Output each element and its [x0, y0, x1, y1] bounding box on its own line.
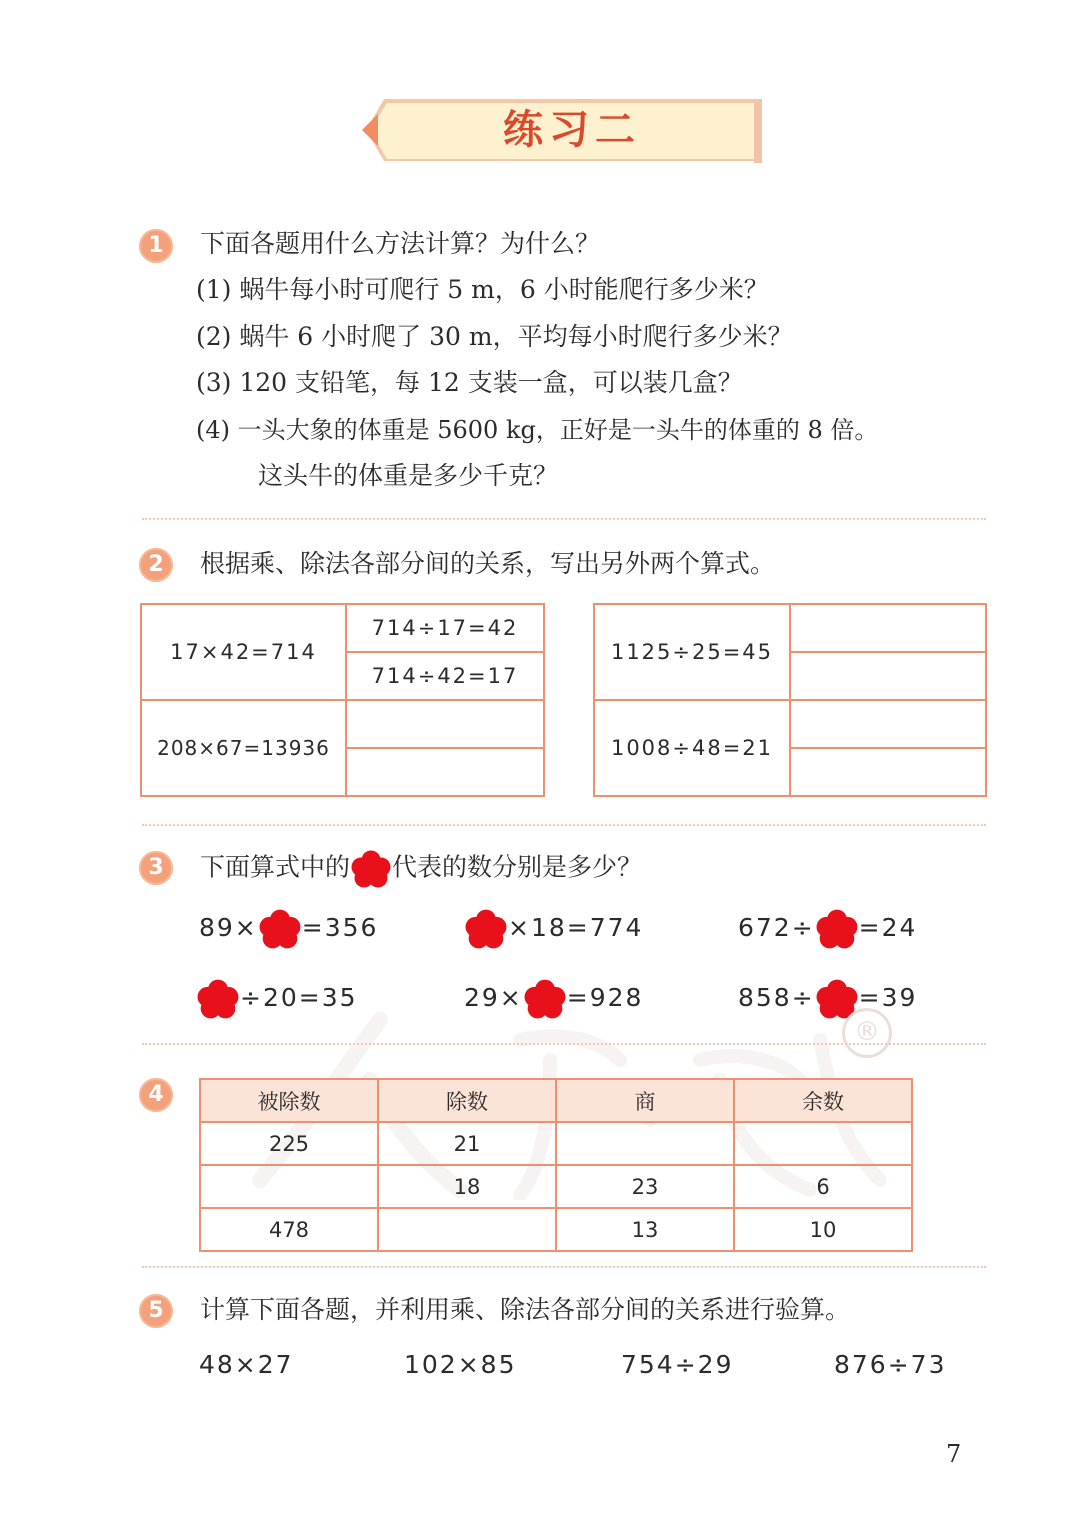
table-cell: 13 [556, 1208, 734, 1251]
eq-part: 29× [464, 983, 523, 1012]
answer-cell[interactable] [790, 604, 986, 652]
table-cell: 478 [200, 1208, 378, 1251]
table-cell[interactable] [378, 1208, 556, 1251]
section-number-3: 3 [139, 851, 173, 885]
table-cell: 21 [378, 1122, 556, 1165]
eq-part: =356 [301, 913, 379, 942]
answer-cell[interactable] [790, 700, 986, 748]
table-row [200, 1165, 912, 1208]
flower-equation-3 [738, 908, 917, 949]
title-banner [362, 97, 762, 167]
divider [142, 1043, 986, 1045]
relation-table-right [593, 603, 987, 797]
answer-cell[interactable] [790, 652, 986, 700]
table-cell: 10 [734, 1208, 912, 1251]
table-cell: 6 [734, 1165, 912, 1208]
calc-problem-1: 48×27 [199, 1350, 294, 1379]
eq-part: 858÷ [738, 983, 815, 1012]
table-row [200, 1208, 912, 1251]
division-table [199, 1078, 913, 1252]
answer-cell[interactable] [346, 748, 544, 796]
s1-item-1: (1) 蜗牛每小时可爬行 5 m，6 小时能爬行多少米？ [196, 275, 769, 304]
s2-prompt: 根据乘、除法各部分间的关系，写出另外两个算式。 [200, 549, 776, 578]
table-header: 被除数 [200, 1079, 378, 1122]
flower-equation-5 [464, 978, 643, 1019]
table-cell: 225 [200, 1122, 378, 1165]
section-number-4: 4 [139, 1078, 173, 1112]
table-cell: 23 [556, 1165, 734, 1208]
divider [142, 1266, 986, 1268]
equation-cell: 714÷17=42 [346, 604, 544, 652]
s3-prompt [200, 850, 642, 888]
section-number-1: 1 [139, 229, 173, 263]
flower-icon [351, 850, 391, 888]
table-header: 商 [556, 1079, 734, 1122]
section-number-2: 2 [139, 548, 173, 582]
equation-cell: 1125÷25=45 [594, 604, 790, 700]
flower-equation-6 [738, 978, 917, 1019]
table-cell[interactable] [200, 1165, 378, 1208]
s5-prompt: 计算下面各题，并利用乘、除法各部分间的关系进行验算。 [200, 1295, 851, 1324]
eq-part: =928 [566, 983, 644, 1012]
flower-icon [197, 979, 239, 1019]
eq-part: 672÷ [738, 913, 815, 942]
table-header: 除数 [378, 1079, 556, 1122]
table-header: 余数 [734, 1079, 912, 1122]
eq-part: ×18=774 [508, 913, 644, 942]
s1-item-2: (2) 蜗牛 6 小时爬了 30 m，平均每小时爬行多少米？ [196, 322, 793, 351]
divider [142, 824, 986, 826]
registered-mark-icon: ® [842, 1008, 892, 1058]
eq-part: ÷20=35 [240, 983, 358, 1012]
equation-cell: 17×42=714 [141, 604, 346, 700]
table-row [200, 1122, 912, 1165]
section-number-5: 5 [139, 1294, 173, 1328]
flower-equation-1 [199, 908, 378, 949]
table-cell[interactable] [556, 1122, 734, 1165]
equation-cell: 208×67=13936 [141, 700, 346, 796]
s1-item-4-cont: 这头牛的体重是多少千克？ [258, 461, 559, 490]
flower-icon [524, 979, 566, 1019]
divider [142, 518, 986, 520]
flower-icon [465, 909, 507, 949]
page-number: 7 [946, 1440, 962, 1468]
s3-prompt-after: 代表的数分别是多少？ [392, 852, 643, 882]
s1-prompt: 下面各题用什么方法计算？为什么？ [200, 229, 601, 258]
s1-item-4: (4) 一头大象的体重是 5600 kg，正好是一头牛的体重的 8 倍。 [196, 416, 879, 444]
table-cell: 18 [378, 1165, 556, 1208]
eq-part: =39 [858, 983, 918, 1012]
flower-equation-2 [464, 908, 643, 949]
eq-part: =24 [858, 913, 918, 942]
equation-cell: 1008÷48=21 [594, 700, 790, 796]
s3-prompt-before: 下面算式中的 [200, 852, 351, 882]
flower-icon [816, 909, 858, 949]
table-cell[interactable] [734, 1122, 912, 1165]
relation-table-left [140, 603, 545, 797]
flower-icon [259, 909, 301, 949]
calc-problem-4: 876÷73 [834, 1350, 947, 1379]
calc-problem-2: 102×85 [404, 1350, 517, 1379]
s1-item-3: (3) 120 支铅笔，每 12 支装一盒，可以装几盒？ [196, 368, 743, 397]
answer-cell[interactable] [346, 700, 544, 748]
answer-cell[interactable] [790, 748, 986, 796]
eq-part: 89× [199, 913, 258, 942]
page-title: 练习二 [503, 106, 641, 153]
equation-cell: 714÷42=17 [346, 652, 544, 700]
flower-equation-4 [196, 978, 358, 1019]
calc-problem-3: 754÷29 [621, 1350, 734, 1379]
